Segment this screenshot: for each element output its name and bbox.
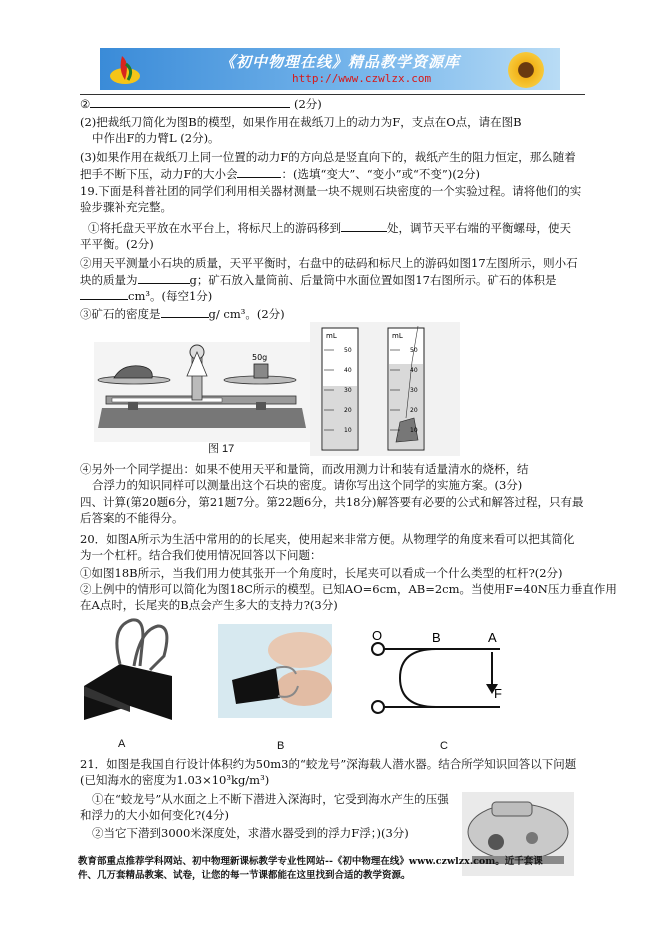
tick-10-right: 10 — [410, 427, 418, 434]
figure-17-caption: 图 17 — [208, 443, 235, 455]
header-banner — [100, 48, 560, 90]
q18-part3-line2: 把手不断下压，动力F的大小会 ：(选填“变大”、“变小”或“不变”)(2分) — [80, 167, 481, 181]
q21-line4: 和浮力的大小如何变化?(4分) — [80, 808, 229, 822]
q18-part2-line1: (2)把裁纸刀简化为图B的模型，如果作用在裁纸刀上的动力为F，支点在O点，请在图B — [80, 115, 522, 129]
q20-line3: ①如图18B所示，当我们用力使其张开一个角度时，长尾夹可以看成一个什么类型的杠杆?(2分) — [80, 566, 563, 580]
tick-30-right: 30 — [410, 387, 418, 394]
lever-label-f: F — [494, 686, 502, 701]
lever-model-figure-c — [360, 630, 510, 720]
tick-20-left: 20 — [344, 407, 352, 414]
hand-clip-figure-b — [218, 624, 332, 718]
binder-clip-figure-a — [80, 616, 180, 726]
q19-step2-line3: cm³。(每空1分) — [80, 288, 212, 303]
graduated-cylinders-figure — [310, 322, 460, 456]
tick-10-left: 10 — [344, 427, 352, 434]
section4-line1: 四、计算(第20题6分，第21题7分。第22题6分，共18分)解答要有必要的公式和解答过程，只有最 — [80, 495, 584, 509]
q19-line2: 验步骤补充完整。 — [80, 200, 172, 214]
q21-line1: 21．如图是我国自行设计体积约为50m3的“蛟龙号”深海载人潜水器。结合所学知识回答以下问题 — [80, 757, 577, 771]
banner-url[interactable]: http://www.czwlzx.com — [292, 72, 432, 85]
banner-title: 《初中物理在线》精品教学资源库 — [220, 53, 461, 71]
q19-step2-line2: 块的质量为 g；矿石放入量筒前、后量筒中水面位置如图17右图所示。矿石的体积是 — [80, 273, 557, 287]
q19-step1-line1: ①将托盘天平放在水平台上，将标尺上的游码移到 处，调节天平右端的平衡螺母，使天 — [88, 221, 571, 235]
cylinder-unit-right: mL — [392, 332, 403, 340]
q21-line2: (已知海水的密度为1.03×10³kg/m³) — [80, 773, 270, 787]
balance-figure — [92, 336, 312, 452]
tick-50-left: 50 — [344, 347, 352, 354]
q19-step3-line: ③矿石的密度是 g/ cm³。(2分) — [80, 307, 285, 321]
q18-answer-line: ② (2分) — [80, 97, 322, 111]
lever-label-a: A — [488, 630, 497, 645]
header-rule — [80, 94, 585, 95]
site-logo-icon — [108, 52, 142, 86]
q19-line1: 19.下面是科普社团的同学们利用相关器材测量一块不规则石块密度的一个实验过程。请将他们的实 — [80, 184, 582, 198]
q19-step4-line2: 合浮力的知识同样可以测量出这个石块的密度。请你写出这个同学的实施方案。(3分) — [92, 478, 523, 492]
q18-part2-line2: 中作出F的力臂L (2分)。 — [92, 131, 220, 145]
tick-30-left: 30 — [344, 387, 352, 394]
caption-c: C — [440, 740, 448, 752]
lever-label-b: B — [432, 630, 441, 645]
q20-line2: 为一个杠杆。结合我们使用情况回答以下问题： — [80, 548, 322, 562]
q19-step2-line1: ②用天平测量小石块的质量，天平平衡时，右盘中的砝码和标尺上的游码如图17左图所示，则小石 — [80, 256, 578, 270]
footer-line-2: 件、几万套精品教案、试卷，让您的每一节课都能在这里找到合适的教学资源。 — [78, 870, 411, 881]
caption-b: B — [277, 740, 285, 752]
cylinder-unit-left: mL — [326, 332, 337, 340]
caption-a: A — [118, 738, 126, 750]
footer-line-1: 教育部重点推荐学科网站、初中物理新课标教学专业性网站--《初中物理在线》www.czwlzx.com。近千套课 — [78, 856, 543, 867]
q19-step1-line2: 平平衡。(2分) — [80, 237, 154, 251]
page-footer — [78, 855, 543, 883]
tick-40-left: 40 — [344, 367, 352, 374]
sunflower-icon — [508, 52, 544, 88]
q19-step4-line1: ④另外一个同学提出：如果不使用天平和量筒，而改用测力计和装有适量清水的烧杯，结 — [80, 462, 529, 476]
q21-line3: ①在“蛟龙号”从水面之上不断下潜进入深海时，它受到海水产生的压强 — [92, 792, 449, 806]
q20-line4: ②上例中的情形可以简化为图18C所示的模型。已知AO=6cm，AB=2cm。当使用F=40N压力垂直作用 — [80, 582, 617, 596]
section4-line2: 后答案的不能得分。 — [80, 511, 184, 525]
tick-50-right: 50 — [410, 347, 418, 354]
q18-part3-line1: (3)如果作用在裁纸刀上同一位置的动力F的方向总是竖直向下的，裁纸产生的阻力恒定，那么随着 — [80, 150, 576, 164]
weight-label: 50g — [252, 353, 268, 362]
q20-line5: 在A点时，长尾夹的B点会产生多大的支持力?(3分) — [80, 598, 338, 612]
tick-40-right: 40 — [410, 367, 418, 374]
q20-line1: 20．如图A所示为生活中常用的的长尾夹，使用起来非常方便。从物理学的角度来看可以把其简化 — [80, 532, 575, 546]
lever-label-o: O — [372, 630, 383, 643]
q21-line5: ②当它下潜到3000米深度处，求潜水器受到的浮力F浮；)(3分) — [92, 826, 409, 840]
tick-20-right: 20 — [410, 407, 418, 414]
